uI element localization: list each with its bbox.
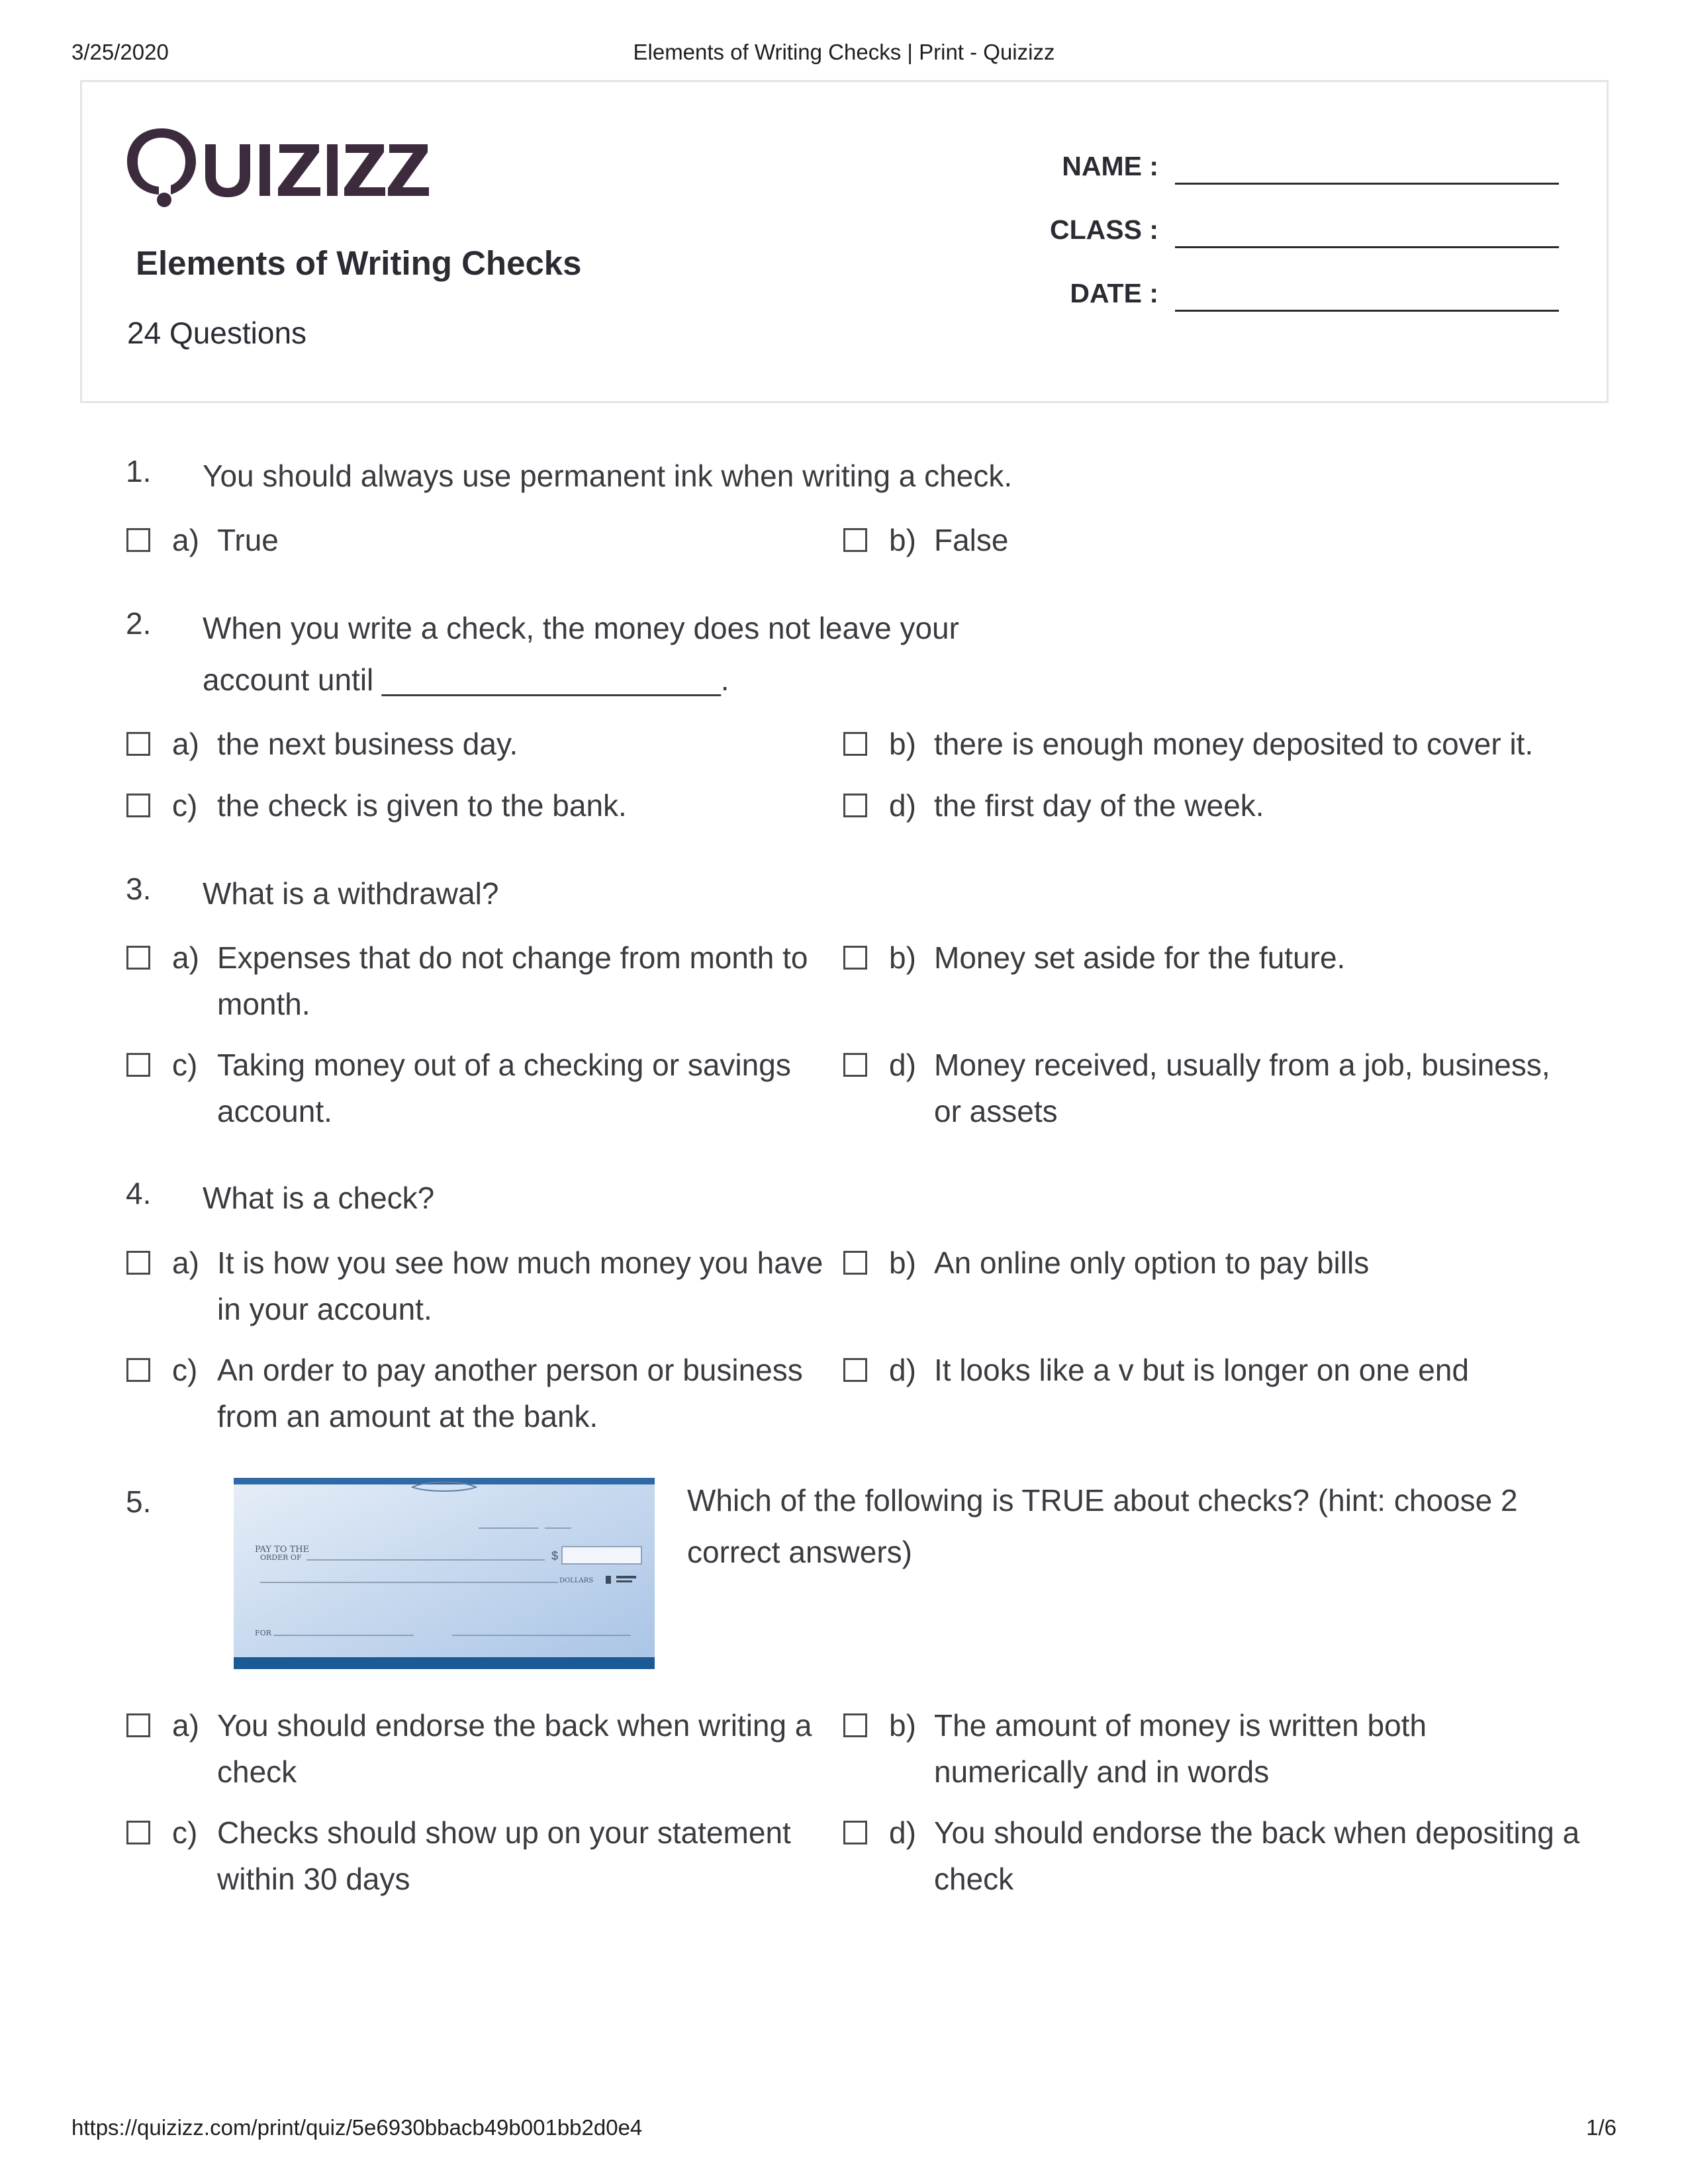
option-letter: b): [889, 523, 916, 557]
question-count: 24 Questions: [127, 316, 307, 350]
option-text: It is how you see how much money you have in your account.: [217, 1246, 823, 1326]
option-text: Taking money out of a checking or savings account.: [217, 1048, 791, 1128]
option-text: Money set aside for the future.: [934, 940, 1346, 975]
option-2b[interactable]: [843, 721, 1585, 767]
option-letter: b): [889, 1246, 916, 1280]
class-field-line[interactable]: [1175, 246, 1559, 248]
checkbox[interactable]: [126, 1053, 150, 1077]
question-text: What is a withdrawal?: [203, 876, 499, 911]
checkbox[interactable]: [126, 1713, 150, 1737]
checkbox[interactable]: [126, 732, 150, 756]
check-bottom-bar: [234, 1657, 655, 1669]
option-letter: b): [889, 940, 916, 975]
option-1b[interactable]: [843, 517, 1585, 563]
question-text: What is a check?: [203, 1181, 435, 1215]
check-background: [234, 1478, 655, 1669]
option-text: False: [934, 523, 1009, 557]
checkbox[interactable]: [126, 1358, 150, 1382]
question-text: Which of the following is TRUE about checks? (hint: choose 2 correct answers): [687, 1483, 1518, 1569]
security-text-mark: [616, 1580, 632, 1582]
option-letter: a): [172, 727, 199, 761]
question-number: 4.: [126, 1176, 152, 1210]
option-3d[interactable]: [843, 1042, 1585, 1134]
option-letter: d): [889, 788, 916, 823]
option-1a[interactable]: [126, 517, 828, 563]
checkbox[interactable]: [126, 1821, 150, 1844]
quizizz-logo: [124, 123, 429, 209]
checkbox[interactable]: [843, 1053, 867, 1077]
option-4b[interactable]: [843, 1240, 1585, 1286]
question-text-line: account until ____________________.: [203, 662, 729, 697]
option-letter: d): [889, 1353, 916, 1387]
check-image: [234, 1478, 655, 1669]
option-2d[interactable]: [843, 782, 1585, 829]
print-date: 3/25/2020: [71, 40, 169, 64]
option-text: An online only option to pay bills: [934, 1246, 1370, 1280]
option-text: the next business day.: [217, 727, 518, 761]
dollars-text: DOLLARS: [559, 1577, 594, 1584]
question-text: You should always use permanent ink when writing a check.: [203, 459, 1013, 493]
print-title: Elements of Writing Checks | Print - Quizizz: [633, 40, 1055, 64]
question-number: 5.: [126, 1484, 152, 1519]
name-field-line[interactable]: [1175, 183, 1559, 185]
question-number: 1.: [126, 454, 152, 488]
option-text: the first day of the week.: [934, 788, 1264, 823]
option-3c[interactable]: [126, 1042, 828, 1134]
checkbox[interactable]: [843, 946, 867, 970]
option-letter: d): [889, 1815, 916, 1850]
name-label: NAME :: [1062, 151, 1158, 181]
security-text-mark: [616, 1576, 636, 1578]
option-letter: b): [889, 727, 916, 761]
option-letter: c): [172, 1048, 198, 1082]
checkbox[interactable]: [843, 1821, 867, 1844]
checkbox[interactable]: [843, 528, 867, 552]
dollar-sign: $: [551, 1549, 559, 1563]
option-letter: a): [172, 1708, 199, 1743]
option-text: An order to pay another person or business from an amount at the bank.: [217, 1353, 803, 1433]
checkbox[interactable]: [126, 1251, 150, 1275]
option-text: there is enough money deposited to cover it.: [934, 727, 1534, 761]
checkbox[interactable]: [843, 794, 867, 817]
option-text: You should endorse the back when writing a check: [217, 1708, 812, 1789]
option-text: It looks like a v but is longer on one end: [934, 1353, 1470, 1387]
option-5c[interactable]: [126, 1809, 828, 1902]
checkbox[interactable]: [126, 946, 150, 970]
option-text: You should endorse the back when depositing a check: [934, 1815, 1580, 1896]
checkbox[interactable]: [843, 1358, 867, 1382]
option-letter: d): [889, 1048, 916, 1082]
option-letter: a): [172, 1246, 199, 1280]
pay-to-text: PAY TO THE: [255, 1545, 310, 1555]
question-number: 3.: [126, 872, 152, 906]
checkbox[interactable]: [126, 528, 150, 552]
checkbox[interactable]: [843, 732, 867, 756]
question-text: [203, 602, 1030, 705]
option-text: the check is given to the bank.: [217, 788, 627, 823]
checkbox[interactable]: [126, 794, 150, 817]
option-2c[interactable]: [126, 782, 828, 829]
option-4c[interactable]: [126, 1347, 828, 1439]
option-3a[interactable]: [126, 934, 828, 1027]
memo-text: FOR: [255, 1629, 271, 1637]
print-url: https://quizizz.com/print/quiz/5e6930bbacb49b001bb2d0e4: [71, 2115, 643, 2140]
option-5b[interactable]: [843, 1702, 1585, 1795]
option-letter: c): [172, 788, 198, 823]
amount-box: [562, 1547, 641, 1564]
option-text: Money received, usually from a job, business, or assets: [934, 1048, 1550, 1128]
question-text-line: When you write a check, the money does not leave your: [203, 611, 959, 645]
date-label: DATE :: [1070, 278, 1158, 308]
option-letter: a): [172, 523, 199, 557]
option-4a[interactable]: [126, 1240, 828, 1332]
question-number: 2.: [126, 606, 152, 641]
option-letter: c): [172, 1815, 198, 1850]
option-5d[interactable]: [843, 1809, 1585, 1902]
option-2a[interactable]: [126, 721, 828, 767]
order-of-text: ORDER OF: [260, 1553, 302, 1562]
lock-icon: [606, 1576, 611, 1584]
date-field-line[interactable]: [1175, 310, 1559, 312]
option-letter: c): [172, 1353, 198, 1387]
option-letter: b): [889, 1708, 916, 1743]
option-text: Checks should show up on your statement within 30 days: [217, 1815, 791, 1896]
quiz-title: Elements of Writing Checks: [136, 244, 582, 282]
option-letter: a): [172, 940, 199, 975]
checkbox[interactable]: [843, 1251, 867, 1275]
option-text: True: [217, 523, 279, 557]
class-label: CLASS :: [1050, 214, 1158, 245]
checkbox[interactable]: [843, 1713, 867, 1737]
page-number: 1/6: [1586, 2115, 1617, 2140]
option-3b[interactable]: [843, 934, 1585, 981]
option-text: The amount of money is written both numerically and in words: [934, 1708, 1427, 1789]
check-top-bar: [234, 1478, 655, 1484]
option-text: Expenses that do not change from month to month.: [217, 940, 808, 1021]
option-4d[interactable]: [843, 1347, 1585, 1393]
option-5a[interactable]: [126, 1702, 828, 1795]
